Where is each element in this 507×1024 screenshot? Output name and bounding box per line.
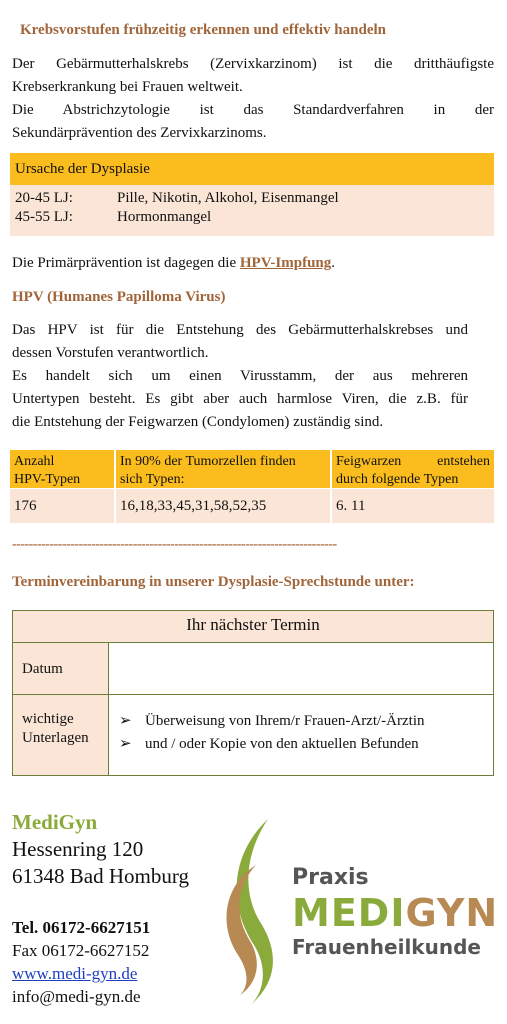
- hpv-header-warts-line-1: Feigwarzen entstehen: [336, 454, 490, 469]
- appointment-title: Ihr nächster Termin: [13, 611, 493, 642]
- logo-gyn: GYN: [405, 891, 499, 935]
- logo-frauenheilkunde: Frauenheilkunde: [292, 935, 481, 959]
- hpv-line-5: die Entstehung der Feigwarzen (Condylomen) zuständig sind.: [12, 414, 384, 430]
- docs-label: [13, 695, 109, 775]
- hpv-header-tumor-line-2: sich Typen:: [120, 472, 185, 487]
- docs-item-1-text: Überweisung von Ihrem/r Frauen-Arzt/-Ärztin: [145, 713, 425, 729]
- hpv-impfung-link[interactable]: HPV-Impfung: [239, 255, 332, 271]
- intro-line-4: Sekundärprävention des Zervixkarzinoms.: [12, 125, 267, 141]
- docs-label-line-2: Unterlagen: [22, 730, 89, 746]
- logo-medi: MEDI: [292, 891, 406, 935]
- contact-address: [12, 809, 189, 890]
- website-link[interactable]: www.medi-gyn.de: [12, 964, 138, 983]
- contact-city: 61348 Bad Homburg: [12, 864, 189, 888]
- cause-table-header: Ursache der Dysplasie: [10, 153, 494, 185]
- appointment-heading: Terminvereinbarung in unserer Dysplasie-Sprechstunde unter:: [12, 574, 415, 590]
- hpv-header-count-line-1: Anzahl: [14, 454, 55, 469]
- cause-value-2: Hormonmangel: [117, 209, 212, 225]
- cause-value-1: Pille, Nikotin, Alkohol, Eisenmangel: [117, 190, 339, 206]
- medigyn-leaf-logo-icon: [218, 815, 288, 1010]
- contact-details: [12, 916, 150, 1008]
- cause-table: [10, 153, 494, 236]
- intro-line-1: Der Gebärmutterhalskrebs (Zervixkarzinom) ist die dritthäufigste: [12, 56, 494, 72]
- hpv-table-header-tumor: [116, 450, 330, 488]
- intro-line-3: Die Abstrichzytologie ist das Standardverfahren in der: [12, 102, 494, 118]
- hpv-line-2: dessen Vorstufen verantwortlich.: [12, 345, 209, 361]
- docs-item-2: [119, 733, 425, 756]
- contact-street: Hessenring 120: [12, 837, 144, 861]
- hpv-line-3: Es handelt sich um einen Virusstamm, der aus mehreren: [12, 368, 468, 384]
- docs-item-2-text: und / oder Kopie von den aktuellen Befunden: [145, 736, 419, 752]
- primary-prevention-text: [12, 252, 335, 275]
- date-label: Datum: [13, 643, 109, 694]
- cause-age-2: 45-55 LJ:: [15, 209, 73, 225]
- docs-item-1: [119, 710, 425, 733]
- hpv-table-header-count: [10, 450, 114, 488]
- primary-prevention-end: .: [331, 255, 336, 271]
- contact-email[interactable]: info@medi-gyn.de: [12, 987, 141, 1006]
- cause-age-1: 20-45 LJ:: [15, 190, 73, 206]
- intro-line-2: Krebserkrankung bei Frauen weltweit.: [12, 79, 243, 95]
- hpv-table-tumor-value: 16,18,33,45,31,58,52,35: [116, 489, 330, 523]
- contact-name: MediGyn: [12, 810, 98, 834]
- hpv-line-4: Untertypen besteht. Es gibt aber auch harmlose Viren, die z.B. für: [12, 391, 468, 407]
- logo-medigyn: [292, 891, 498, 935]
- docs-list: [119, 710, 425, 756]
- date-field[interactable]: [110, 643, 493, 694]
- hpv-table-count-value: 176: [10, 489, 114, 523]
- practice-logo: [292, 865, 498, 959]
- appointment-box: [12, 610, 494, 776]
- hpv-line-1: Das HPV ist für die Entstehung des Gebärmutterhalskrebses und: [12, 322, 468, 338]
- appointment-date-row: [13, 642, 493, 694]
- divider-line: ------------------------------------------------------------------------------: [12, 537, 337, 552]
- arrow-bullet-icon: ➢: [119, 736, 132, 752]
- hpv-header-tumor-line-1: In 90% der Tumorzellen finden: [120, 454, 296, 469]
- hpv-header-warts-line-2: durch folgende Typen: [336, 472, 459, 487]
- docs-label-line-1: wichtige: [22, 711, 74, 727]
- hpv-heading: HPV (Humanes Papilloma Virus): [12, 289, 226, 305]
- intro-paragraph: [12, 53, 494, 145]
- contact-tel: Tel. 06172-6627151: [12, 918, 151, 937]
- cause-table-body: [10, 185, 494, 236]
- hpv-paragraph: [12, 319, 468, 434]
- hpv-table-warts-value: 6. 11: [332, 489, 494, 523]
- contact-fax: Fax 06172-6627152: [12, 941, 150, 960]
- arrow-bullet-icon: ➢: [119, 713, 132, 729]
- hpv-header-count-line-2: HPV-Typen: [14, 472, 81, 487]
- hpv-table: [10, 450, 494, 523]
- primary-prevention-label: Die Primärprävention ist dagegen die: [12, 255, 240, 271]
- page-title: Krebsvorstufen frühzeitig erkennen und effektiv handeln: [20, 22, 386, 38]
- logo-praxis: Praxis: [292, 865, 369, 890]
- appointment-docs-row: [13, 694, 493, 775]
- hpv-table-header-warts: [332, 450, 494, 488]
